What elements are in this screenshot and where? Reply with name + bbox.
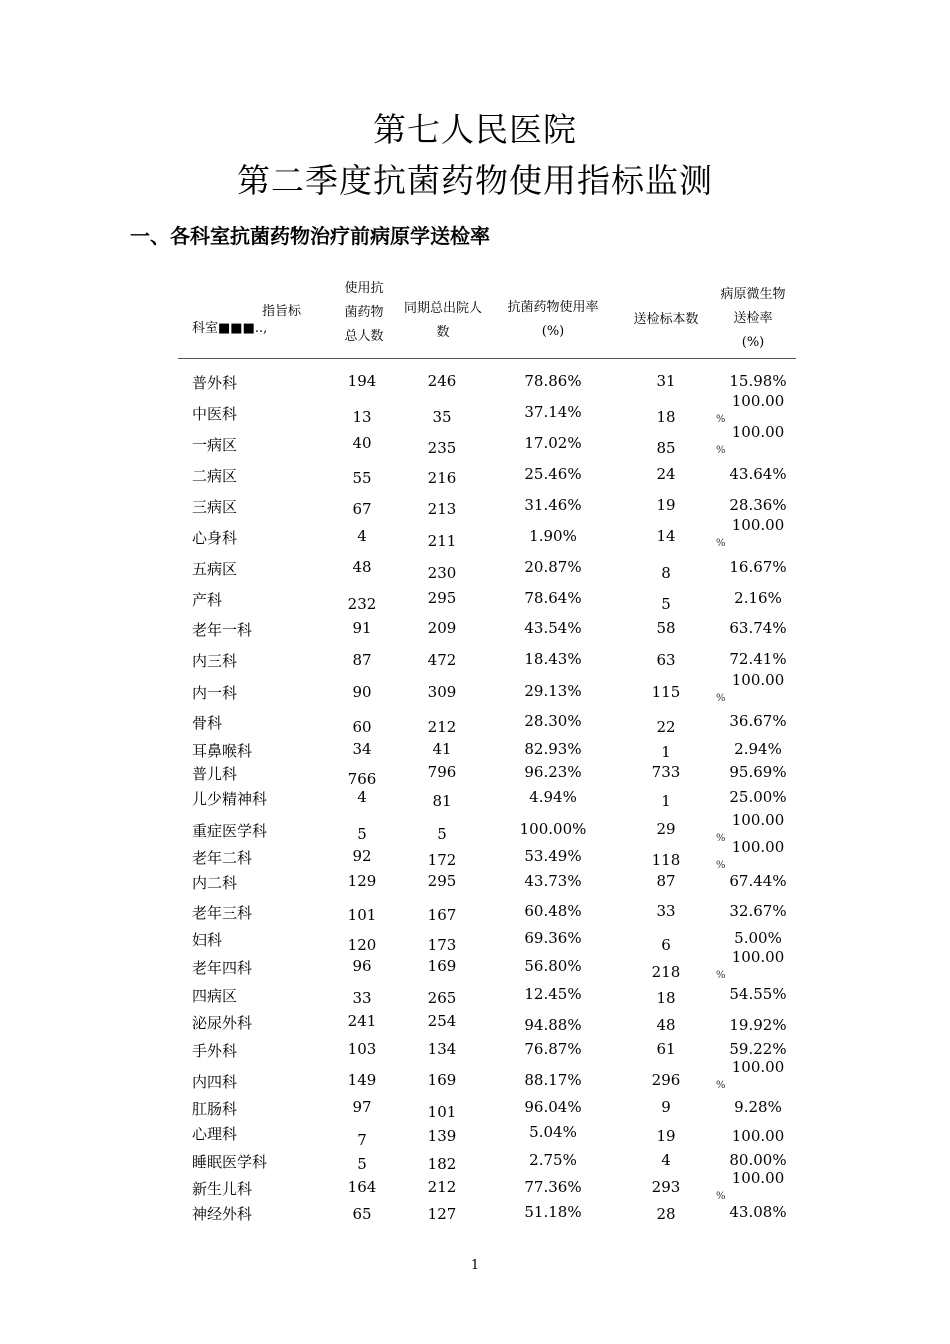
cell-rate: 31.46%: [524, 496, 582, 514]
cell-rate: 100.00%: [519, 820, 587, 838]
cell-rate: 28.30%: [524, 712, 582, 730]
document-title: 第二季度抗菌药物使用指标监测: [237, 161, 713, 200]
cell-send-rate: 100.00: [731, 1058, 785, 1076]
cell-discharged: 101: [427, 1103, 457, 1121]
cell-dept: 二病区: [192, 467, 238, 485]
cell-samples: 14: [656, 527, 676, 545]
table-row: [0, 1151, 950, 1181]
cell-send-rate: 100.00: [731, 1169, 785, 1187]
cell-rate: 77.36%: [524, 1178, 582, 1196]
cell-rate: 4.94%: [529, 788, 577, 806]
cell-dept: 心理科: [192, 1125, 238, 1143]
cell-rate: 69.36%: [524, 929, 582, 947]
cell-dept: 普儿科: [192, 765, 238, 783]
table-row: [0, 712, 950, 742]
cell-dept: 中医科: [192, 405, 238, 423]
cell-samples: 63: [656, 651, 676, 669]
cell-discharged: 173: [427, 936, 457, 954]
cell-discharged: 246: [427, 372, 457, 390]
cell-send-rate: 16.67%: [729, 558, 787, 576]
cell-dept: 三病区: [192, 498, 238, 516]
cell-users: 194: [347, 372, 377, 390]
cell-samples: 1: [661, 743, 671, 761]
cell-send-rate: 5.00%: [734, 929, 782, 947]
cell-rate: 88.17%: [524, 1071, 582, 1089]
cell-send-rate: 28.36%: [729, 496, 787, 514]
cell-users: 67: [352, 500, 372, 518]
cell-samples: 48: [656, 1016, 676, 1034]
section-heading: 一、各科室抗菌药物治疗前病原学送检率: [130, 224, 490, 248]
cell-send-rate: 43.64%: [729, 465, 787, 483]
cell-discharged: 81: [432, 792, 452, 810]
cell-rate: 96.23%: [524, 763, 582, 781]
cell-discharged: 796: [427, 763, 457, 781]
cell-dept: 内四科: [192, 1073, 238, 1091]
cell-users: 96: [352, 957, 372, 975]
cell-rate: 96.04%: [524, 1098, 582, 1116]
cell-samples: 4: [661, 1151, 671, 1169]
cell-rate: 2.75%: [529, 1151, 577, 1169]
cell-dept: 一病区: [192, 436, 238, 454]
cell-users: 48: [352, 558, 372, 576]
cell-send-rate: 100.00: [731, 811, 785, 829]
cell-discharged: 167: [427, 906, 457, 924]
cell-send-rate: 100.00: [731, 671, 785, 689]
table-row: [0, 1058, 950, 1101]
cell-users: 13: [352, 408, 372, 426]
cell-samples: 1: [661, 792, 671, 810]
cell-discharged: 254: [427, 1012, 457, 1030]
cell-samples: 733: [651, 763, 681, 781]
cell-dept: 五病区: [192, 560, 238, 578]
cell-dept: 睡眠医学科: [192, 1153, 268, 1171]
cell-send-rate: 43.08%: [729, 1203, 787, 1221]
cell-send-rate: 80.00%: [729, 1151, 787, 1169]
header-usage-rate: 抗菌药物使用率 (%): [507, 300, 599, 339]
cell-send-rate: 72.41%: [729, 650, 787, 668]
cell-dept: 儿少精神科: [192, 790, 268, 808]
cell-users: 101: [347, 906, 377, 924]
cell-users: 103: [347, 1040, 377, 1058]
cell-samples: 31: [656, 372, 676, 390]
cell-percent-tail: %: [716, 693, 726, 704]
table-row: [0, 1123, 950, 1153]
cell-samples: 28: [656, 1205, 676, 1223]
cell-send-rate: 100.00: [731, 516, 785, 534]
table-row: [0, 811, 950, 850]
cell-discharged: 169: [427, 957, 457, 975]
cell-send-rate: 25.00%: [729, 788, 787, 806]
table-row: [0, 558, 950, 588]
cell-discharged: 169: [427, 1071, 457, 1089]
cell-rate: 78.86%: [524, 372, 582, 390]
corner-header-top: 指旨标: [262, 304, 302, 319]
cell-users: 60: [352, 718, 372, 736]
cell-discharged: 309: [427, 683, 457, 701]
cell-samples: 293: [651, 1178, 681, 1196]
table-row: [0, 650, 950, 680]
cell-samples: 33: [656, 902, 676, 920]
cell-dept: 老年四科: [192, 959, 253, 977]
cell-discharged: 472: [427, 651, 457, 669]
cell-send-rate: 2.94%: [734, 740, 782, 758]
table-row: [0, 372, 950, 402]
table-row: [0, 516, 950, 557]
cell-users: 40: [352, 434, 372, 452]
cell-rate: 37.14%: [524, 403, 582, 421]
cell-users: 90: [352, 683, 372, 701]
header-discharged: 同期总出院人 数: [403, 301, 482, 340]
cell-send-rate: 9.28%: [734, 1098, 782, 1116]
cell-discharged: 213: [427, 500, 457, 518]
cell-dept: 肛肠科: [192, 1100, 238, 1118]
cell-samples: 296: [651, 1071, 681, 1089]
cell-discharged: 216: [427, 469, 457, 487]
cell-samples: 18: [656, 989, 676, 1007]
cell-send-rate: 63.74%: [729, 619, 787, 637]
table-row: [0, 929, 950, 959]
cell-dept: 心身科: [192, 529, 238, 547]
header-samples: 送检标本数: [633, 312, 699, 327]
cell-users: 4: [357, 527, 367, 545]
cell-dept: 泌尿外科: [192, 1014, 253, 1032]
cell-percent-tail: %: [716, 414, 726, 425]
cell-dept: 骨科: [192, 714, 223, 732]
cell-dept: 手外科: [192, 1042, 238, 1060]
cell-percent-tail: %: [716, 970, 726, 981]
cell-samples: 9: [661, 1098, 671, 1116]
table-row: [0, 1012, 950, 1042]
cell-rate: 20.87%: [524, 558, 582, 576]
cell-rate: 29.13%: [524, 682, 582, 700]
cell-dept: 新生儿科: [192, 1180, 253, 1198]
cell-percent-tail: %: [716, 833, 726, 844]
table-row: [0, 619, 950, 649]
cell-dept: 老年三科: [192, 904, 253, 922]
cell-rate: 18.43%: [524, 650, 582, 668]
cell-send-rate: 100.00: [731, 1127, 785, 1145]
cell-dept: 妇科: [192, 931, 223, 949]
cell-samples: 218: [651, 963, 681, 981]
header-users: 使用抗 菌药物 总人数: [344, 281, 384, 344]
cell-users: 164: [347, 1178, 377, 1196]
cell-rate: 78.64%: [524, 589, 582, 607]
cell-percent-tail: %: [716, 1080, 726, 1091]
cell-users: 5: [357, 1155, 367, 1173]
cell-discharged: 182: [427, 1155, 457, 1173]
cell-rate: 94.88%: [524, 1016, 582, 1034]
header-rule: [178, 358, 796, 359]
cell-discharged: 212: [427, 1178, 457, 1196]
cell-rate: 17.02%: [524, 434, 582, 452]
cell-send-rate: 100.00: [731, 948, 785, 966]
cell-send-rate: 2.16%: [734, 589, 782, 607]
cell-send-rate: 100.00: [731, 838, 785, 856]
cell-rate: 82.93%: [524, 740, 582, 758]
cell-users: 7: [357, 1131, 367, 1149]
table-row: [0, 872, 950, 902]
cell-send-rate: 32.67%: [729, 902, 787, 920]
cell-discharged: 5: [437, 825, 447, 843]
cell-discharged: 35: [432, 408, 452, 426]
cell-send-rate: 15.98%: [729, 372, 787, 390]
cell-users: 34: [352, 740, 372, 758]
cell-discharged: 211: [427, 532, 457, 550]
cell-send-rate: 54.55%: [729, 985, 787, 1003]
cell-rate: 12.45%: [524, 985, 582, 1003]
cell-dept: 内二科: [192, 874, 238, 892]
cell-rate: 51.18%: [524, 1203, 582, 1221]
cell-send-rate: 36.67%: [729, 712, 787, 730]
cell-percent-tail: %: [716, 1191, 726, 1202]
cell-users: 33: [352, 989, 372, 1007]
table-row: [0, 1040, 950, 1070]
cell-discharged: 127: [427, 1205, 457, 1223]
cell-samples: 61: [656, 1040, 676, 1058]
cell-send-rate: 19.92%: [729, 1016, 787, 1034]
cell-rate: 56.80%: [524, 957, 582, 975]
cell-discharged: 295: [427, 872, 457, 890]
cell-discharged: 209: [427, 619, 457, 637]
cell-samples: 85: [656, 439, 676, 457]
cell-users: 120: [347, 936, 377, 954]
cell-dept: 产科: [192, 591, 223, 609]
cell-dept: 耳鼻喉科: [192, 742, 253, 760]
table-row: [0, 788, 950, 818]
table-row: [0, 902, 950, 932]
cell-rate: 60.48%: [524, 902, 582, 920]
cell-samples: 19: [656, 1127, 676, 1145]
cell-users: 5: [357, 825, 367, 843]
cell-users: 766: [347, 770, 377, 788]
cell-send-rate: 100.00: [731, 423, 785, 441]
cell-percent-tail: %: [716, 860, 726, 871]
cell-send-rate: 100.00: [731, 392, 785, 410]
cell-samples: 8: [661, 564, 671, 582]
cell-rate: 25.46%: [524, 465, 582, 483]
table-row: [0, 1203, 950, 1233]
cell-samples: 5: [661, 595, 671, 613]
cell-discharged: 41: [432, 740, 452, 758]
hospital-name: 第七人民医院: [373, 110, 577, 149]
table-row: [0, 985, 950, 1015]
cell-samples: 18: [656, 408, 676, 426]
table-row: [0, 423, 950, 464]
cell-dept: 四病区: [192, 987, 238, 1005]
cell-samples: 87: [656, 872, 676, 890]
cell-rate: 5.04%: [529, 1123, 577, 1141]
page-number: 1: [470, 1258, 480, 1273]
cell-discharged: 139: [427, 1127, 457, 1145]
cell-rate: 76.87%: [524, 1040, 582, 1058]
table-row: [0, 589, 950, 619]
cell-users: 92: [352, 847, 372, 865]
corner-header-bottom: 科室■■■..,: [192, 321, 268, 336]
cell-rate: 43.54%: [524, 619, 582, 637]
cell-percent-tail: %: [716, 538, 726, 549]
cell-users: 241: [347, 1012, 377, 1030]
cell-users: 97: [352, 1098, 372, 1116]
cell-dept: 普外科: [192, 374, 238, 392]
cell-dept: 重症医学科: [192, 822, 268, 840]
table-row: [0, 465, 950, 495]
cell-samples: 118: [651, 851, 681, 869]
cell-send-rate: 67.44%: [729, 872, 787, 890]
cell-users: 4: [357, 788, 367, 806]
cell-percent-tail: %: [716, 445, 726, 456]
cell-rate: 1.90%: [529, 527, 577, 545]
cell-samples: 29: [656, 820, 676, 838]
cell-samples: 22: [656, 718, 676, 736]
cell-discharged: 235: [427, 439, 457, 457]
cell-rate: 53.49%: [524, 847, 582, 865]
table-row: [0, 496, 950, 526]
cell-dept: 内一科: [192, 684, 238, 702]
cell-users: 91: [352, 619, 372, 637]
cell-users: 87: [352, 651, 372, 669]
cell-samples: 58: [656, 619, 676, 637]
cell-dept: 神经外科: [192, 1205, 253, 1223]
cell-send-rate: 59.22%: [729, 1040, 787, 1058]
cell-discharged: 295: [427, 589, 457, 607]
cell-discharged: 230: [427, 564, 457, 582]
cell-samples: 6: [661, 936, 671, 954]
cell-discharged: 172: [427, 851, 457, 869]
cell-dept: 老年二科: [192, 849, 253, 867]
table-row: [0, 392, 950, 433]
table-row: [0, 671, 950, 712]
cell-users: 149: [347, 1071, 377, 1089]
cell-discharged: 265: [427, 989, 457, 1007]
cell-send-rate: 95.69%: [729, 763, 787, 781]
cell-rate: 43.73%: [524, 872, 582, 890]
cell-samples: 19: [656, 496, 676, 514]
cell-discharged: 212: [427, 718, 457, 736]
cell-users: 129: [347, 872, 377, 890]
cell-users: 65: [352, 1205, 372, 1223]
header-send-rate: 病原微生物 送检率 (%): [720, 287, 786, 350]
cell-dept: 老年一科: [192, 621, 253, 639]
cell-dept: 内三科: [192, 652, 238, 670]
cell-discharged: 134: [427, 1040, 457, 1058]
cell-samples: 115: [651, 683, 681, 701]
cell-samples: 24: [656, 465, 676, 483]
table-row: [0, 948, 950, 987]
cell-users: 55: [352, 469, 372, 487]
cell-users: 232: [347, 595, 377, 613]
